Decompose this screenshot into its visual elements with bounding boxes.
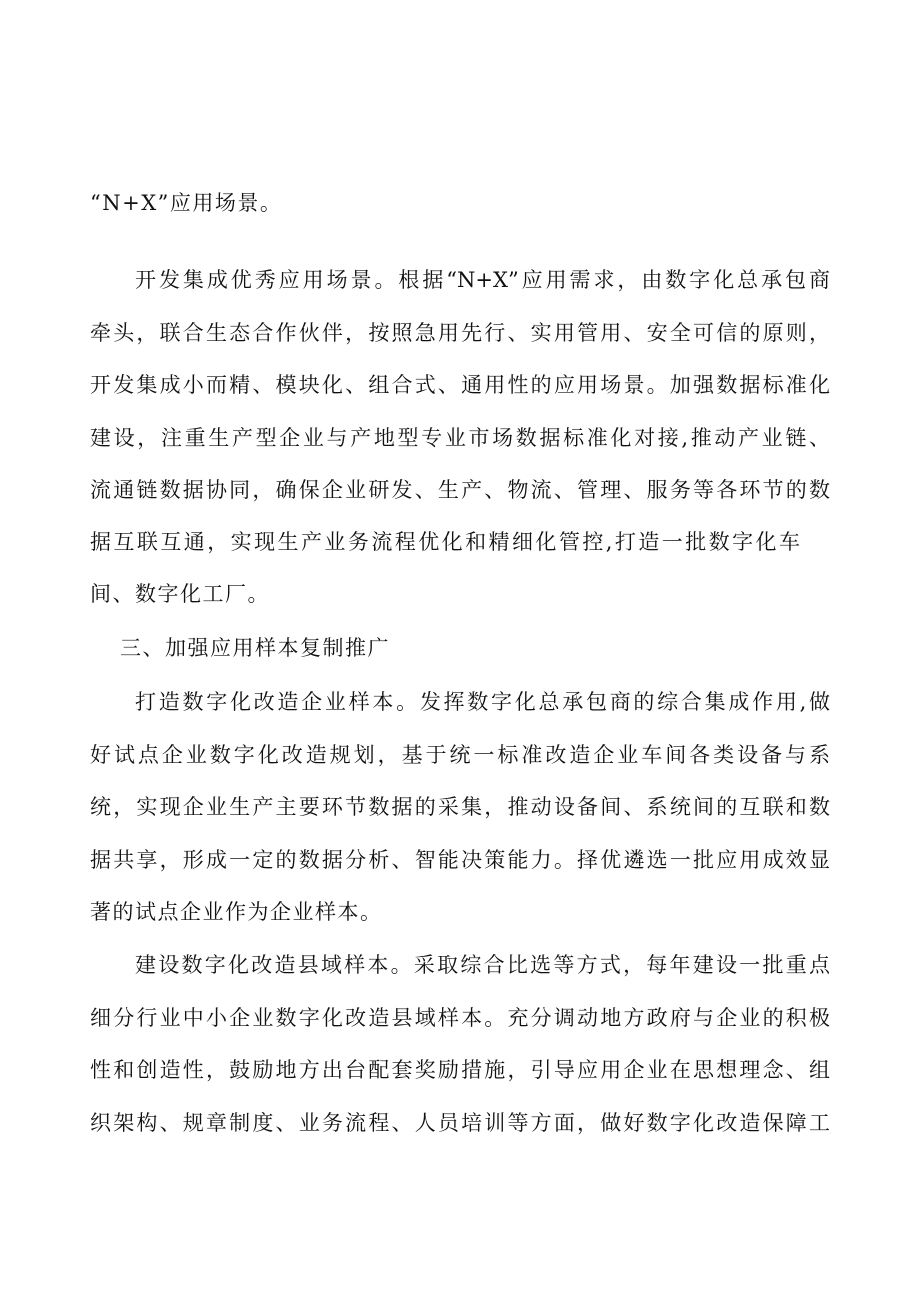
paragraph-2-line-2: 好试点企业数字化改造规划，基于统一标准改造企业车间各类设备与系 [90,743,830,767]
paragraph-1-line-4: 建设，注重生产型企业与产地型专业市场数据标准化对接,推动产业链、 [90,426,830,450]
continuation-line: “N+X”应用场景。 [90,191,283,215]
paragraph-3-line-3: 性和创造性，鼓励地方出台配套奖励措施，引导应用企业在思想理念、组 [90,1058,830,1082]
paragraph-1-line-2: 牵头，联合生态合作伙伴，按照急用先行、实用管用、安全可信的原则， [90,321,830,345]
paragraph-1-line-5: 流通链数据协同，确保企业研发、生产、物流、管理、服务等各环节的数 [90,478,830,502]
paragraph-1-line-1: 开发集成优秀应用场景。根据“N+X”应用需求，由数字化总承包商 [135,268,830,292]
paragraph-1-line-3: 开发集成小而精、模块化、组合式、通用性的应用场景。加强数据标准化 [90,373,830,397]
section-heading: 三、加强应用样本复制推广 [120,636,390,660]
paragraph-2-line-3: 统，实现企业生产主要环节数据的采集，推动设备间、系统间的互联和数 [90,795,830,819]
paragraph-3-line-1: 建设数字化改造县域样本。采取综合比选等方式，每年建设一批重点 [135,953,830,977]
paragraph-3-line-2: 细分行业中小企业数字化改造县域样本。充分调动地方政府与企业的积极 [90,1006,830,1030]
paragraph-2-line-4: 据共享，形成一定的数据分析、智能决策能力。择优遴选一批应用成效显 [90,848,830,872]
paragraph-3-line-4: 织架构、规章制度、业务流程、人员培训等方面，做好数字化改造保障工 [90,1111,830,1135]
paragraph-2-line-1: 打造数字化改造企业样本。发挥数字化总承包商的综合集成作用,做 [135,690,830,714]
paragraph-1-line-7: 间、数字化工厂。 [90,582,270,606]
paragraph-2-line-5: 著的试点企业作为企业样本。 [90,900,383,924]
paragraph-1-line-6: 据互联互通，实现生产业务流程优化和精细化管控,打造一批数字化车 [90,530,800,554]
